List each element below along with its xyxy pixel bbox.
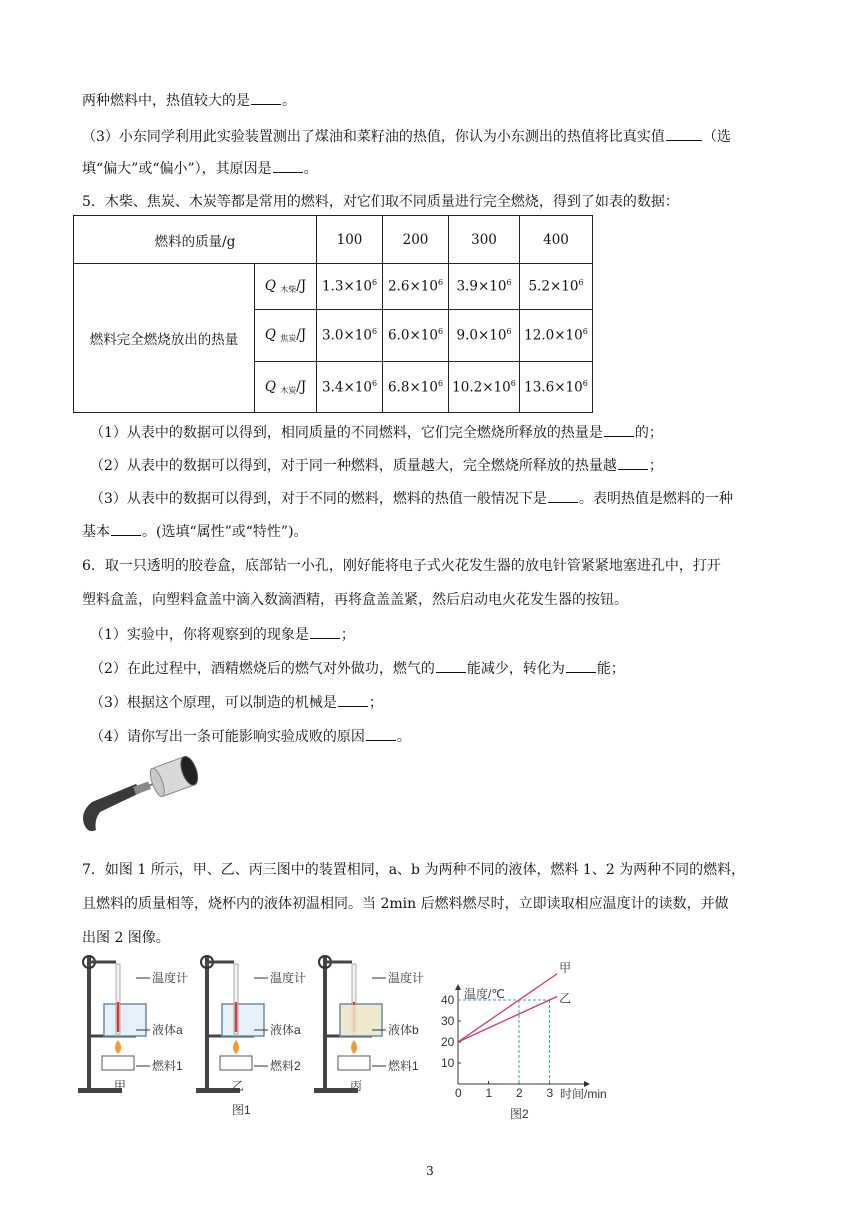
y-axis-label: 温度/℃: [464, 987, 505, 1001]
q4-part3-line-2: 填“偏大”或“偏小”），其原因是 。: [82, 158, 318, 179]
question-7-stem-1: 7．如图 1 所示，甲、乙、丙三图中的装置相同，a、b 为两种不同的液体，燃料 1、2 为两种不同的燃料，: [82, 862, 746, 878]
q-label-cell: Q $_{木柴}$/J: [255, 264, 317, 310]
answer-blank[interactable]: [310, 624, 340, 639]
y-tick-label: 40: [441, 993, 455, 1007]
answer-blank[interactable]: [436, 658, 466, 673]
mass-header: 燃料的质量/g: [74, 216, 317, 264]
page-number: 3: [426, 1164, 434, 1178]
mass-cell: 200: [383, 216, 449, 264]
liquid-label: 液体b: [388, 1023, 419, 1037]
answer-blank[interactable]: [618, 455, 648, 470]
question-7-stem-2: 且燃料的质量相等，烧杯内的液体初温相同。当 2min 后燃料燃尽时，立即读取相应温度计的读数，并做: [82, 896, 729, 912]
q5-part1: （1）从表中的数据可以得到，相同质量的不同燃料，它们完全燃烧所释放的热量是 的；: [90, 422, 663, 443]
heat-value-cell: $12.0\times 10^6$: [520, 310, 593, 362]
answer-blank[interactable]: [251, 90, 281, 105]
heat-value-cell: $1.3\times 10^6$: [317, 264, 383, 310]
heat-value-cell: $6.8\times 10^6$: [383, 362, 449, 413]
question-6-stem-1: 6．取一只透明的胶卷盒，底部钻一小孔，刚好能将电子式火花发生器的放电针管紧紧地塞进孔中，打开: [82, 558, 721, 574]
q5-part2: （2）从表中的数据可以得到，对于同一种燃料，质量越大，完全燃烧所释放的热量越 ；: [90, 455, 663, 476]
fuel-heat-table: [73, 215, 593, 413]
heat-value-cell: $13.6\times 10^6$: [520, 362, 593, 413]
series-line-yi: [458, 997, 557, 1043]
fuel-label: 燃料2: [270, 1059, 301, 1073]
figure-1-apparatus: [74, 944, 434, 1124]
mass-cell: 300: [449, 216, 520, 264]
apparatus-panel-jia: [78, 956, 188, 1093]
answer-blank[interactable]: [338, 692, 368, 707]
series-line-jia: [458, 974, 557, 1042]
question-7-stem-3: 出图 2 图像。: [82, 930, 170, 946]
answer-blank[interactable]: [604, 422, 634, 437]
question-5-stem: 5．木柴、焦炭、木炭等都是常用的燃料，对它们取不同质量进行完全燃烧，得到了如表的数据：: [82, 194, 679, 210]
q-label-cell: Q $_{木炭}$/J: [255, 362, 317, 413]
heat-value-cell: $2.6\times 10^6$: [383, 264, 449, 310]
fuel-label: 燃料1: [388, 1059, 419, 1073]
y-tick-label: 30: [441, 1014, 455, 1028]
q6-part3: （3）根据这个原理，可以制造的机械是 ；: [90, 692, 383, 713]
series-label: 甲: [559, 960, 572, 975]
panel-name: 甲: [114, 1079, 127, 1093]
q5-part3-line-1: （3）从表中的数据可以得到，对于不同的燃料，燃料的热值一般情况下是 。表明热值是燃料的一种: [90, 488, 733, 509]
apparatus-panel-yi: [196, 956, 306, 1093]
thermometer-label: 温度计: [270, 971, 307, 985]
y-tick-label: 20: [441, 1035, 455, 1049]
figure-2-caption: 图2: [510, 1107, 529, 1121]
answer-blank[interactable]: [366, 726, 396, 741]
series-label: 乙: [559, 991, 572, 1006]
y-axis-arrow: [455, 984, 461, 990]
figure-1-caption: 图1: [232, 1103, 251, 1117]
q4-line-1: 两种燃料中，热值较大的是 。: [82, 90, 296, 111]
igniter-neck: [133, 782, 151, 795]
fuel-label: 燃料1: [152, 1059, 183, 1073]
igniter-handle: [83, 784, 142, 831]
q6-part2: （2）在此过程中，酒精燃烧后的燃气对外做功，燃气的 能减少，转化为 能；: [90, 658, 625, 679]
q6-part4: （4）请你写出一条可能影响实验成败的原因 。: [90, 726, 411, 747]
heat-value-cell: $5.2\times 10^6$: [520, 264, 593, 310]
heat-value-cell: $3.0\times 10^6$: [317, 310, 383, 362]
liquid-label: 液体a: [152, 1023, 183, 1037]
panel-name: 乙: [232, 1079, 245, 1093]
answer-blank[interactable]: [273, 158, 303, 173]
heat-value-cell: $9.0\times 10^6$: [449, 310, 520, 362]
x-axis-label: 时间/min: [560, 1087, 607, 1101]
heat-value-cell: $10.2\times 10^6$: [449, 362, 520, 413]
spark-igniter-illustration: [76, 758, 196, 836]
x-tick-label: 3: [546, 1086, 554, 1100]
q5-part3-line-2: 基本 。(选填“属性”或“特性”)。: [82, 521, 308, 542]
answer-blank[interactable]: [666, 126, 702, 141]
heat-value-cell: $3.4\times 10^6$: [317, 362, 383, 413]
film-canister: [147, 754, 200, 798]
mass-cell: 400: [520, 216, 593, 264]
x-tick-label: 2: [516, 1086, 523, 1100]
x-tick-label: 1: [485, 1086, 493, 1100]
q6-part1: （1）实验中，你将观察到的现象是 ；: [90, 624, 355, 645]
answer-blank[interactable]: [111, 521, 141, 536]
heat-row-group-label: 燃料完全燃烧放出的热量: [74, 264, 255, 413]
panel-name: 丙: [350, 1079, 363, 1093]
heat-value-cell: $6.0\times 10^6$: [383, 310, 449, 362]
y-tick-label: 10: [441, 1056, 455, 1070]
question-6-stem-2: 塑料盒盖，向塑料盒盖中滴入数滴酒精，再将盒盖盖紧，然后启动电火花发生器的按钮。: [82, 592, 628, 608]
thermometer-label: 温度计: [388, 971, 425, 985]
mass-cell: 100: [317, 216, 383, 264]
apparatus-panel-bing: [314, 956, 424, 1093]
thermometer-label: 温度计: [152, 971, 189, 985]
q-label-cell: Q $_{焦炭}$/J: [255, 310, 317, 362]
liquid-label: 液体a: [270, 1023, 301, 1037]
answer-blank[interactable]: [548, 488, 578, 503]
heat-value-cell: $3.9\times 10^6$: [449, 264, 520, 310]
q4-part3-line-1: （3）小东同学利用此实验装置测出了煤油和菜籽油的热值，你认为小东测出的热值将比真实值 （选: [82, 126, 731, 147]
answer-blank[interactable]: [566, 658, 596, 673]
x-tick-label: 0: [455, 1086, 462, 1100]
figure-2-temperature-graph: [434, 960, 620, 1122]
